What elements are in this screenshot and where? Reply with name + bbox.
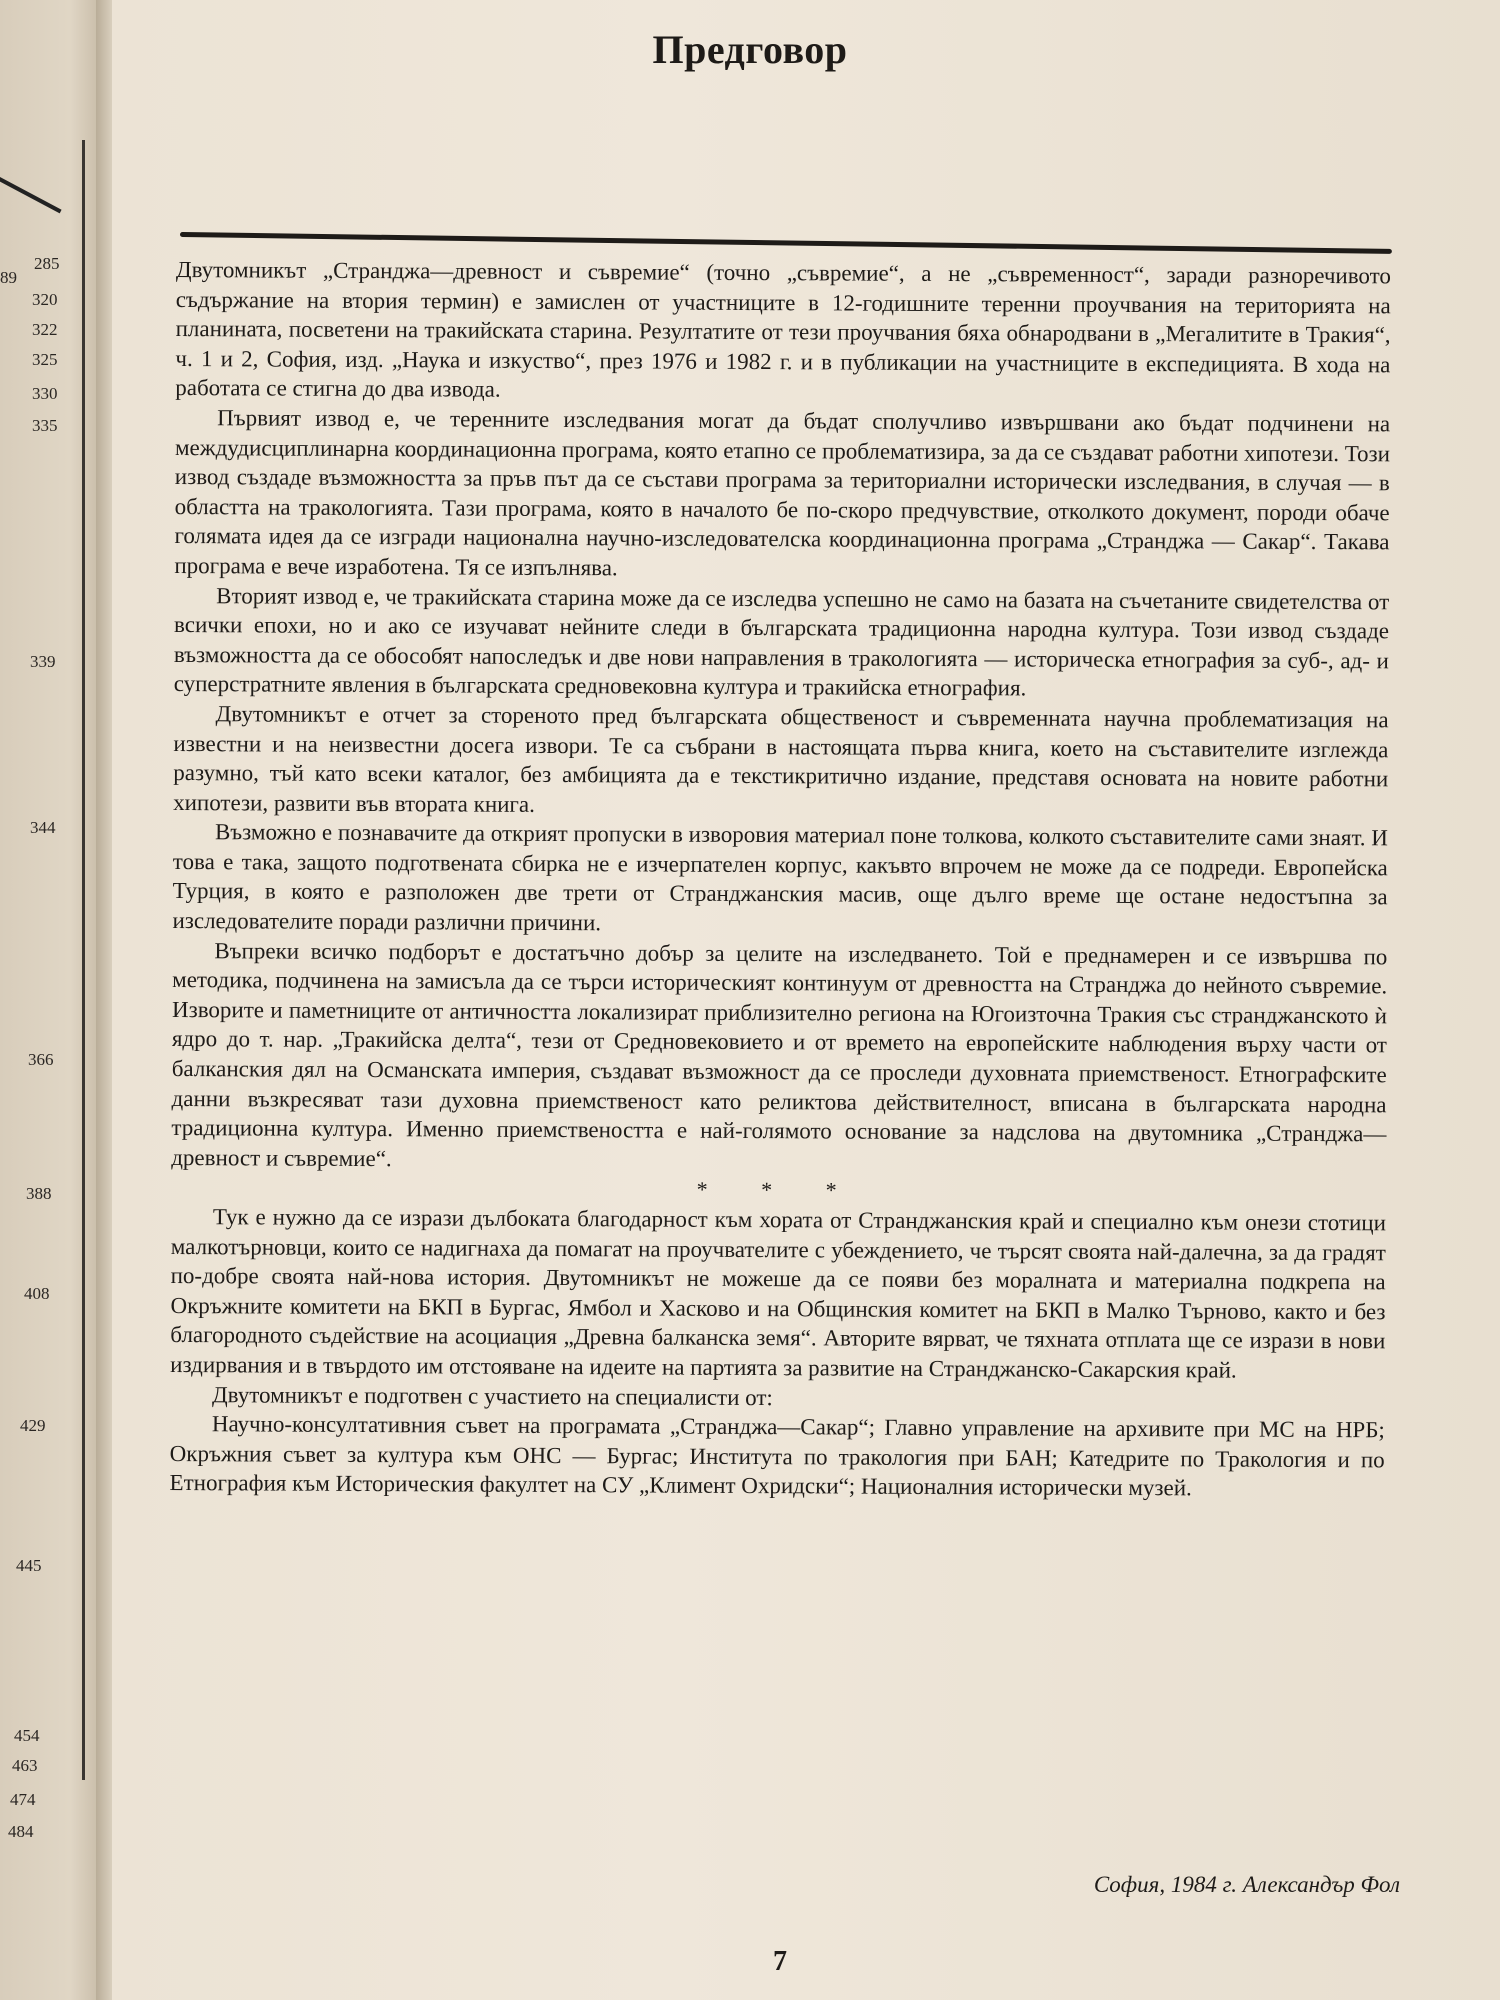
facing-page-number: 322 (32, 320, 58, 339)
body-text (169, 255, 1390, 1504)
paragraph: Въпреки всичко подборът е достатъчно добър за целите на изследването. Той е преднамерен и се извършва по методика, подчинена на замисъла да се търси историческият континуум от древността на Странджа до нейното съвремие. Изворите и паметниците от античността локализират приблизително региона на Югоизточна Тракия със странджанското ѝ ядро до т. нар. „Тракийска делта“, тези от Средновековието и от времето на европейските наблюдения върху части от балканския дял на Османската империя, създават възможност да се проследи духовната приемственост. Етнографските данни възкресяват тази духовна приемственост като реликтова действителност, вписана в българската народна традиционна култура. Именно приемствеността е най-голямото основание за надслова на двутомника „Странджа—древност и съвремие“. (171, 937, 1388, 1171)
paragraph: Двутомникът е подготвен с участието на специалисти от: (211, 1381, 773, 1410)
facing-page-number: 366 (28, 1050, 54, 1069)
facing-page-number: 344 (30, 818, 56, 837)
paragraph: Двутомникът е отчет за стореното пред българската общественост и съвременната научна проблематизация на известни и на неизвестни досега извори. Те са събрани в настоящата първа книга, което на съставителите изглежда разумно, тъй като всеки каталог, без амбицията да е текстикритично издание, представя основата на новите работни хипотези, развити във втората книга. (173, 701, 1389, 817)
facing-page-number: 484 (8, 1822, 34, 1841)
facing-page-number: 335 (32, 416, 58, 435)
paragraph: Научно-консултативния съвет на програмата „Странджа—Сакар“; Главно управление на архивите при МС на НРБ; Окръжния съвет за култура към ОНС — Бургас; Института по тракология при БАН; Катедрите по Тракология и по Етнография към Историческия факултет на СУ „Климент Охридски“; Националния исторически музей. (169, 1411, 1385, 1501)
page-number: 7 (773, 1946, 787, 1977)
facing-page-number: 330 (32, 384, 58, 403)
facing-page-number: 320 (32, 290, 58, 309)
paragraph: Тук е нужно да се изрази дълбоката благодарност към хората от Странджанския край и специално към онези стотици малкотърновци, които се надигнаха да помагат на проучвателите с убеждението, че търсят своята най-далечна, за да градят по-добре своята най-нова история. Двутомникът не можеше да се появи без моралната и материална подкрепа на Окръжните комитети на БКП в Бургас, Ямбол и Хасково и на Общинския комитет на БКП в Малко Търново, както и без благородното съдействие на асоциация „Древна балканска земя“. Авторите вярват, че тяхната отплата ще се изрази в нови издирвания и в твърдото им отстояване на идеите на партията за развитие на Странджанско-Сакарския край. (170, 1204, 1387, 1383)
facing-page-number: 445 (16, 1556, 42, 1575)
facing-page-number: 408 (24, 1284, 50, 1303)
signature: София, 1984 г. Александър Фол (1093, 1872, 1400, 1897)
facing-page-edge (0, 0, 100, 2000)
facing-page-rule (0, 172, 62, 213)
facing-page-number: 339 (30, 652, 56, 671)
paragraph: Възможно е познавачите да открият пропуски в изворовия материал поне толкова, колкото съставителите сами знаят. И това е така, защото подготвената сбирка не е изчерпателен корпус, какъвто впрочем не може да се подреди. Европейска Турция, в която е разположен две трети от Странджанския масив, още дълго време ще остане недостъпна за изследователите поради различни причини. (172, 819, 1389, 936)
facing-page-vertical-line (82, 140, 85, 1780)
facing-page-number: 285 (34, 254, 60, 273)
facing-page-number: 474 (10, 1790, 36, 1809)
section-separator: * * * (696, 1177, 861, 1204)
facing-page-number: 463 (12, 1756, 38, 1775)
paragraph: Вторият извод е, че тракийската старина може да се изследва успешно не само на базата на съчетаните свидетелства от всички епохи, но и ако се изучават нейните следи в българската традиционна народна култура. Този извод създаде възможността да се обособят напоследък и две нови направления в тракологията — историческа етнография за суб-, ад- и суперстратните явления в българската средновековна култура и тракийска етнография. (173, 582, 1390, 701)
facing-page-number: 388 (26, 1184, 52, 1203)
facing-page-number: 429 (20, 1416, 46, 1435)
paragraph: Първият извод е, че теренните изследвания могат да бъдат сполучливо извършвани ако бъдат подчинени на междудисциплинарна координационна програма, която етапно се проблематизира, за да се създават работни хипотези. Този извод създаде възможността за пръв път да се състави програма за териториални исторически изследвания, в случая — в областта на тракологията. Тази програма, която в началото бе по-скоро предчувствие, отколкото документ, породи обаче голямата идея да се изгради национална научно-изследователска координационна програма „Странджа — Сакар“. Такава програма е вече изработена. Тя се изпълнява. (174, 405, 1391, 581)
page-title: Предговор (652, 27, 848, 72)
paragraph: Двутомникът „Странджа—древност и съвремие“ (точно „съвремие“, а не „съвременност“, заради разноречивото съдържание на втория термин) е замислен от участниците в 12-годишните теренни проучвания на територията на планината, посветени на тракийската старина. Резултатите от тези проучвания бяха обнародвани в „Мегалитите в Тракия“, ч. 1 и 2, София, изд. „Наука и изкуство“, през 1976 и 1982 г. и в публикации на участниците в експедицията. В хода на работата се стигна до два извода. (175, 256, 1391, 403)
facing-page-number: 325 (32, 350, 58, 369)
facing-page-number: 89 (0, 268, 17, 287)
facing-page-number: 454 (14, 1726, 40, 1745)
